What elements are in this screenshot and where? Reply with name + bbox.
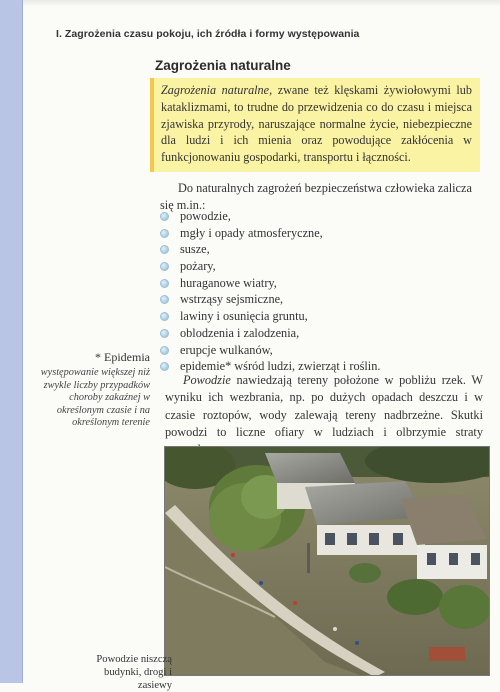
floods-text: nawiedzają tereny położone w pobliżu rzek. W wyniku ich wezbrania, np. po dużych opadach deszczu i w czasie roztopów, wody zalewają tereny nadbrzeżne. Skutki powodzi to liczne ofiary w ludziach i olbrzymie straty xyxy=(165,373,483,439)
list-item: wstrząsy sejsmiczne, xyxy=(160,291,380,308)
left-margin-band xyxy=(0,0,22,683)
running-header: I. Zagrożenia czasu pokoju, ich źródła i formy występowania xyxy=(56,28,360,40)
list-item: susze, xyxy=(160,241,380,258)
photo-caption: Powodzie niszczą budynki, drogi i zasiewy xyxy=(96,654,172,691)
bullet-icon xyxy=(160,312,169,321)
list-item: powodzie, xyxy=(160,208,380,225)
bullet-icon xyxy=(160,329,169,338)
bullet-icon xyxy=(160,229,169,238)
bullet-icon xyxy=(160,362,169,371)
definition-text: , zwane też klęskami żywiołowymi lub kataklizmami, to trudne do przewidzenia co do czasu i miejsca zjawiska przyrody, naruszające normalne życie, niebezpieczne dla ludzi i ich mienia oraz powodujące zakłócenia w funkcjonowaniu gospodarki, transportu i łączności. xyxy=(161,83,472,165)
list-item: mgły i opady atmosferyczne, xyxy=(160,225,380,242)
margin-note-description: występowanie większej niż zwykle liczby przypadków choroby zakaźnej w określonym czasie i na określonym terenie xyxy=(40,367,150,429)
list-item: erupcje wulkanów, xyxy=(160,342,380,359)
list-item: pożary, xyxy=(160,258,380,275)
bullet-icon xyxy=(160,212,169,221)
bullet-icon xyxy=(160,346,169,355)
list-item: epidemie* wśród ludzi, zwierząt i roślin. xyxy=(160,358,380,375)
bullet-icon xyxy=(160,295,169,304)
hazard-list xyxy=(160,208,380,375)
list-item: lawiny i osunięcia gruntu, xyxy=(160,308,380,325)
margin-note-epidemia xyxy=(40,350,150,430)
bullet-icon xyxy=(160,262,169,271)
bullet-icon xyxy=(160,245,169,254)
section-title: Zagrożenia naturalne xyxy=(155,58,291,73)
definition-term: Zagrożenia naturalne xyxy=(161,83,270,97)
flood-photo-illustration xyxy=(165,447,490,676)
flood-photo xyxy=(164,446,490,676)
margin-note-term: * Epidemia xyxy=(95,350,150,364)
margin-edge-line xyxy=(22,0,23,683)
page-top-shadow xyxy=(0,0,500,6)
list-item: huraganowe wiatry, xyxy=(160,275,380,292)
definition-box xyxy=(150,78,480,172)
bullet-icon xyxy=(160,279,169,288)
floods-term: Powodzie xyxy=(183,373,231,387)
hazards-intro-text: Do naturalnych zagrożeń bezpieczeństwa człowieka zalicza się m.in.: xyxy=(160,181,472,212)
list-item: oblodzenia i zalodzenia, xyxy=(160,325,380,342)
